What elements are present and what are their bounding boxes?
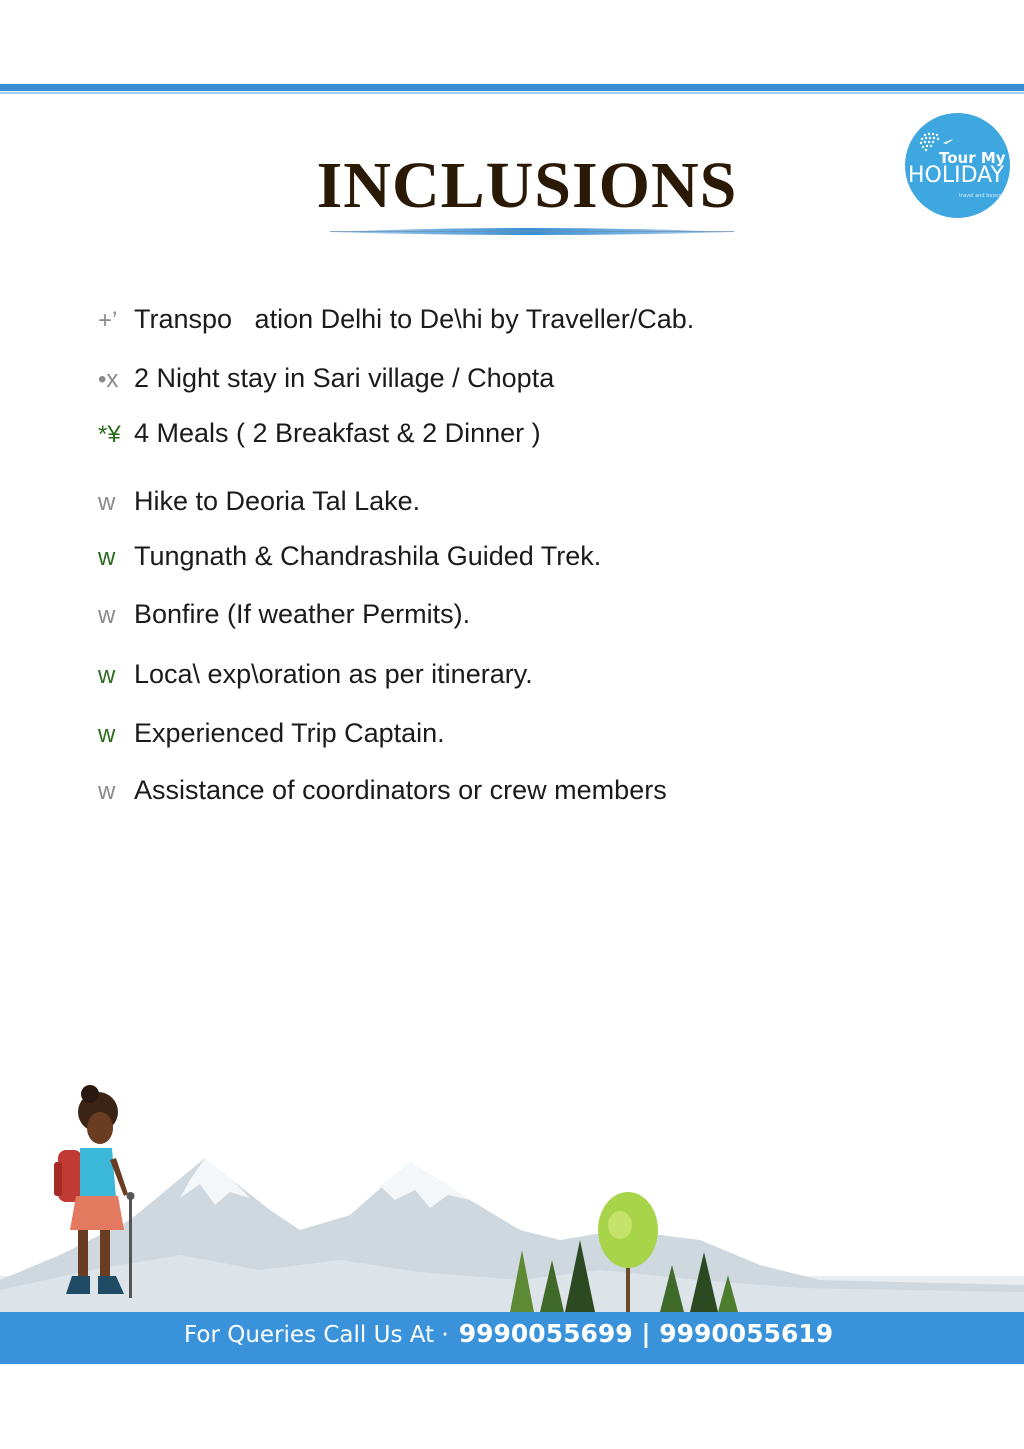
- list-item-text: Hike to Deoria Tal Lake.: [134, 486, 421, 516]
- top-rule-thin: [0, 92, 1024, 94]
- list-item: [98, 718, 445, 749]
- list-bullet: w: [98, 778, 116, 805]
- list-item: [98, 541, 601, 572]
- list-item: [98, 775, 667, 806]
- trekking-scene-illustration: [0, 1080, 1024, 1316]
- list-item-text: Transpo ation Delhi to De\hi by Traveller/Cab.: [134, 304, 695, 334]
- list-bullet: w: [98, 489, 116, 516]
- list-item: [98, 599, 470, 630]
- list-item: [98, 486, 420, 517]
- list-item-text: Bonfire (If weather Permits).: [134, 599, 471, 629]
- list-item-text: Experienced Trip Captain.: [134, 718, 445, 748]
- logo-line1: Tour My: [939, 149, 1006, 167]
- list-bullet: w: [98, 721, 116, 748]
- top-rule: [0, 84, 1024, 91]
- footer-label: For Queries Call Us At ·: [184, 1322, 449, 1348]
- list-item: [98, 659, 533, 690]
- list-item-text: Tungnath & Chandrashila Guided Trek.: [134, 541, 602, 571]
- list-item: [98, 418, 541, 449]
- list-bullet: w: [98, 662, 116, 689]
- list-bullet: •x: [98, 366, 119, 393]
- logo-line2: HOLIDAY: [908, 163, 1004, 188]
- list-item: [98, 304, 694, 335]
- list-bullet: w: [98, 602, 116, 629]
- list-item-text: Assistance of coordinators or crew members: [134, 775, 667, 805]
- title-underline: [0, 222, 1024, 242]
- list-item-text: 2 Night stay in Sari village / Chopta: [134, 363, 555, 393]
- list-item-text: 4 Meals ( 2 Breakfast & 2 Dinner ): [134, 418, 541, 448]
- footer-contact: [184, 1319, 833, 1348]
- list-item-text: Loca\ exp\oration as per itinerary.: [134, 659, 533, 689]
- list-bullet: +’: [98, 307, 118, 334]
- list-bullet: *¥: [98, 421, 121, 448]
- list-bullet: w: [98, 544, 116, 571]
- tour-my-holiday-logo: [905, 113, 1010, 218]
- page-title: INCLUSIONS: [316, 149, 738, 222]
- footer-phone-numbers[interactable]: 9990055699 | 9990055619: [458, 1319, 834, 1348]
- list-item: [98, 363, 554, 394]
- logo-line3: travel and beyond: [959, 193, 1005, 199]
